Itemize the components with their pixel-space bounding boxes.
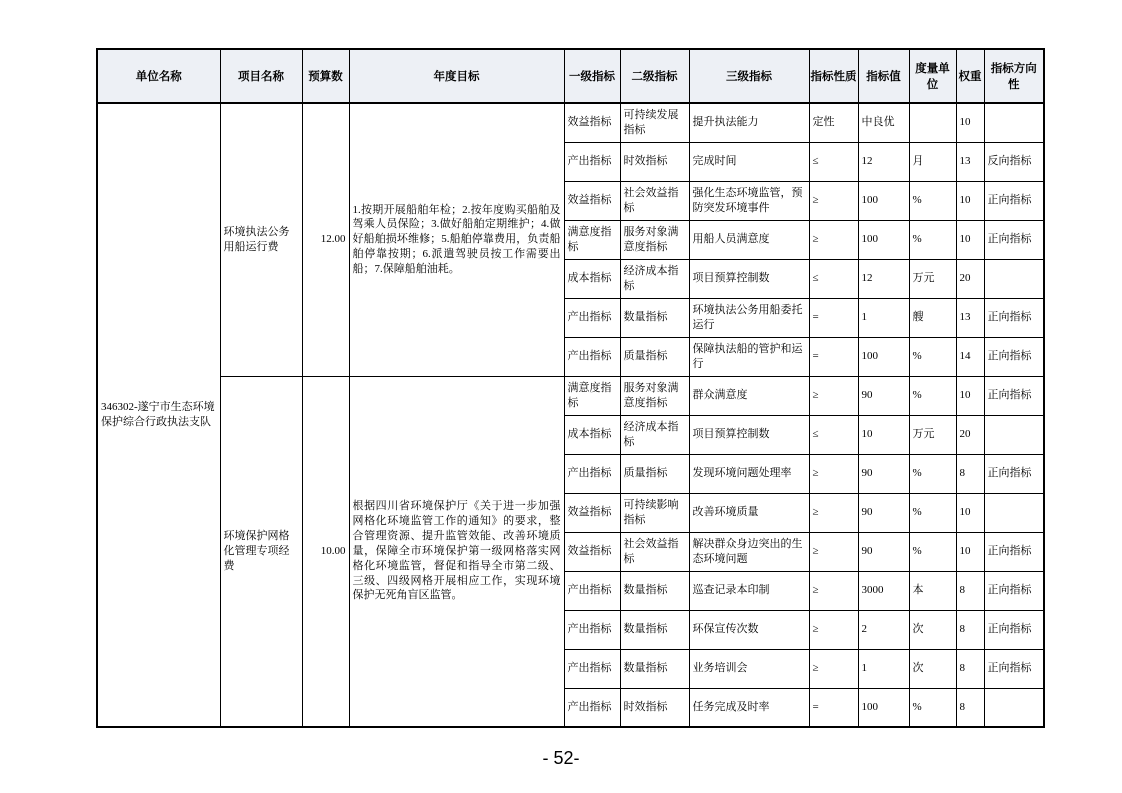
indicator-value-cell: 90 [858, 532, 909, 571]
weight-cell: 10 [956, 220, 984, 259]
direction-cell [984, 415, 1044, 454]
project-name-cell: 环境保护网格化管理专项经费 [220, 376, 302, 727]
weight-cell: 8 [956, 571, 984, 610]
indicator-value-cell: 10 [858, 415, 909, 454]
header-cell: 三级指标 [689, 49, 809, 103]
indicator-level2-cell: 数量指标 [620, 610, 689, 649]
measure-unit-cell: % [909, 181, 956, 220]
indicator-level1-cell: 效益指标 [564, 493, 620, 532]
indicator-level2-cell: 时效指标 [620, 688, 689, 727]
indicator-nature-cell: ≤ [809, 142, 858, 181]
measure-unit-cell: % [909, 688, 956, 727]
indicator-value-cell: 100 [858, 337, 909, 376]
indicator-nature-cell: ≥ [809, 181, 858, 220]
indicator-value-cell: 12 [858, 142, 909, 181]
indicator-level3-cell: 强化生态环境监管，预防突发环境事件 [689, 181, 809, 220]
indicator-nature-cell: ≥ [809, 571, 858, 610]
header-row [97, 49, 1044, 103]
indicator-level3-cell: 改善环境质量 [689, 493, 809, 532]
indicator-level2-cell: 经济成本指标 [620, 415, 689, 454]
indicator-level2-cell: 可持续影响指标 [620, 493, 689, 532]
measure-unit-cell: 次 [909, 649, 956, 688]
unit-name-cell: 346302-遂宁市生态环境保护综合行政执法支队 [97, 103, 220, 727]
table-row [97, 103, 1044, 142]
indicator-value-cell: 中良优 [858, 103, 909, 142]
indicator-level1-cell: 成本指标 [564, 259, 620, 298]
indicator-level1-cell: 产出指标 [564, 610, 620, 649]
header-cell: 单位名称 [97, 49, 220, 103]
direction-cell [984, 493, 1044, 532]
weight-cell: 13 [956, 298, 984, 337]
indicator-level2-cell: 社会效益指标 [620, 181, 689, 220]
indicator-nature-cell: = [809, 298, 858, 337]
indicator-level3-cell: 提升执法能力 [689, 103, 809, 142]
weight-cell: 8 [956, 688, 984, 727]
header-cell: 一级指标 [564, 49, 620, 103]
budget-amount-cell: 12.00 [302, 103, 349, 376]
indicator-level3-cell: 环境执法公务用船委托运行 [689, 298, 809, 337]
indicator-level1-cell: 产出指标 [564, 337, 620, 376]
indicator-value-cell: 1 [858, 298, 909, 337]
indicator-level1-cell: 效益指标 [564, 103, 620, 142]
weight-cell: 8 [956, 454, 984, 493]
indicator-level3-cell: 任务完成及时率 [689, 688, 809, 727]
weight-cell: 8 [956, 610, 984, 649]
direction-cell [984, 259, 1044, 298]
indicator-level1-cell: 满意度指标 [564, 220, 620, 259]
direction-cell: 正向指标 [984, 610, 1044, 649]
indicator-level2-cell: 社会效益指标 [620, 532, 689, 571]
direction-cell: 正向指标 [984, 220, 1044, 259]
indicator-level2-cell: 数量指标 [620, 571, 689, 610]
indicator-nature-cell: 定性 [809, 103, 858, 142]
weight-cell: 13 [956, 142, 984, 181]
indicator-level3-cell: 保障执法船的管护和运行 [689, 337, 809, 376]
table-row [97, 376, 1044, 415]
annual-goal-cell: 根据四川省环境保护厅《关于进一步加强网格化环境监管工作的通知》的要求，整合管理资源、提升监管效能、改善环境质量，保障全市环境保护第一级网格落实网格化环境监管，督促和指导全市第二级、三级、四级网格开展相应工作，实现环境保护无死角盲区监管。 [349, 376, 564, 727]
indicator-nature-cell: = [809, 337, 858, 376]
weight-cell: 10 [956, 493, 984, 532]
indicator-level2-cell: 经济成本指标 [620, 259, 689, 298]
indicator-level2-cell: 质量指标 [620, 337, 689, 376]
indicator-level1-cell: 产出指标 [564, 142, 620, 181]
indicator-level1-cell: 产出指标 [564, 688, 620, 727]
measure-unit-cell: % [909, 493, 956, 532]
weight-cell: 14 [956, 337, 984, 376]
indicator-value-cell: 100 [858, 220, 909, 259]
measure-unit-cell [909, 103, 956, 142]
measure-unit-cell: % [909, 220, 956, 259]
direction-cell [984, 103, 1044, 142]
header-cell: 指标方向性 [984, 49, 1044, 103]
indicator-level2-cell: 数量指标 [620, 649, 689, 688]
direction-cell: 反向指标 [984, 142, 1044, 181]
header-cell: 预算数 [302, 49, 349, 103]
direction-cell: 正向指标 [984, 181, 1044, 220]
indicator-level3-cell: 解决群众身边突出的生态环境问题 [689, 532, 809, 571]
direction-cell [984, 688, 1044, 727]
indicator-nature-cell: = [809, 688, 858, 727]
header-cell: 度量单位 [909, 49, 956, 103]
indicator-nature-cell: ≤ [809, 415, 858, 454]
indicator-level2-cell: 服务对象满意度指标 [620, 220, 689, 259]
indicator-value-cell: 12 [858, 259, 909, 298]
indicator-value-cell: 100 [858, 688, 909, 727]
direction-cell: 正向指标 [984, 571, 1044, 610]
indicator-value-cell: 1 [858, 649, 909, 688]
indicator-nature-cell: ≥ [809, 532, 858, 571]
measure-unit-cell: 本 [909, 571, 956, 610]
indicator-nature-cell: ≥ [809, 649, 858, 688]
indicator-nature-cell: ≤ [809, 259, 858, 298]
indicator-level3-cell: 完成时间 [689, 142, 809, 181]
indicator-nature-cell: ≥ [809, 610, 858, 649]
indicator-value-cell: 90 [858, 376, 909, 415]
direction-cell: 正向指标 [984, 298, 1044, 337]
indicator-value-cell: 3000 [858, 571, 909, 610]
direction-cell: 正向指标 [984, 337, 1044, 376]
direction-cell: 正向指标 [984, 649, 1044, 688]
indicator-nature-cell: ≥ [809, 376, 858, 415]
indicator-level2-cell: 数量指标 [620, 298, 689, 337]
indicator-level1-cell: 成本指标 [564, 415, 620, 454]
header-cell: 年度目标 [349, 49, 564, 103]
header-cell: 指标值 [858, 49, 909, 103]
indicator-level1-cell: 产出指标 [564, 571, 620, 610]
measure-unit-cell: 万元 [909, 259, 956, 298]
indicator-value-cell: 90 [858, 493, 909, 532]
measure-unit-cell: % [909, 454, 956, 493]
performance-indicator-table [96, 48, 1045, 728]
direction-cell: 正向指标 [984, 454, 1044, 493]
indicator-value-cell: 2 [858, 610, 909, 649]
indicator-level3-cell: 业务培训会 [689, 649, 809, 688]
measure-unit-cell: 万元 [909, 415, 956, 454]
page-number: - 52- [542, 748, 580, 768]
weight-cell: 20 [956, 415, 984, 454]
indicator-nature-cell: ≥ [809, 454, 858, 493]
indicator-level2-cell: 时效指标 [620, 142, 689, 181]
measure-unit-cell: % [909, 376, 956, 415]
direction-cell: 正向指标 [984, 532, 1044, 571]
measure-unit-cell: % [909, 532, 956, 571]
annual-goal-cell: 1.按期开展船舶年检；2.按年度购买船舶及驾乘人员保险；3.做好船舶定期维护；4.做好船舶损坏维修；5.船舶停靠费用，负责船舶停靠按期；6.派遣驾驶员按工作需要出船；7.保障船舶油耗。 [349, 103, 564, 376]
indicator-level1-cell: 产出指标 [564, 454, 620, 493]
table-header [97, 49, 1044, 103]
weight-cell: 10 [956, 103, 984, 142]
indicator-level1-cell: 效益指标 [564, 181, 620, 220]
indicator-level1-cell: 效益指标 [564, 532, 620, 571]
measure-unit-cell: 艘 [909, 298, 956, 337]
indicator-level3-cell: 项目预算控制数 [689, 259, 809, 298]
indicator-level3-cell: 项目预算控制数 [689, 415, 809, 454]
weight-cell: 8 [956, 649, 984, 688]
weight-cell: 10 [956, 376, 984, 415]
weight-cell: 10 [956, 181, 984, 220]
indicator-nature-cell: ≥ [809, 220, 858, 259]
indicator-level3-cell: 巡查记录本印制 [689, 571, 809, 610]
measure-unit-cell: 次 [909, 610, 956, 649]
header-cell: 指标性质 [809, 49, 858, 103]
indicator-level2-cell: 服务对象满意度指标 [620, 376, 689, 415]
indicator-level2-cell: 可持续发展指标 [620, 103, 689, 142]
header-cell: 项目名称 [220, 49, 302, 103]
indicator-nature-cell: ≥ [809, 493, 858, 532]
indicator-level2-cell: 质量指标 [620, 454, 689, 493]
indicator-level1-cell: 满意度指标 [564, 376, 620, 415]
indicator-value-cell: 90 [858, 454, 909, 493]
indicator-level1-cell: 产出指标 [564, 649, 620, 688]
table-body [97, 103, 1044, 727]
header-cell: 二级指标 [620, 49, 689, 103]
measure-unit-cell: 月 [909, 142, 956, 181]
project-name-cell: 环境执法公务用船运行费 [220, 103, 302, 376]
measure-unit-cell: % [909, 337, 956, 376]
indicator-level3-cell: 发现环境问题处理率 [689, 454, 809, 493]
weight-cell: 10 [956, 532, 984, 571]
indicator-level3-cell: 环保宣传次数 [689, 610, 809, 649]
direction-cell: 正向指标 [984, 376, 1044, 415]
header-cell: 权重 [956, 49, 984, 103]
indicator-level3-cell: 群众满意度 [689, 376, 809, 415]
indicator-value-cell: 100 [858, 181, 909, 220]
budget-amount-cell: 10.00 [302, 376, 349, 727]
indicator-level3-cell: 用船人员满意度 [689, 220, 809, 259]
weight-cell: 20 [956, 259, 984, 298]
indicator-level1-cell: 产出指标 [564, 298, 620, 337]
